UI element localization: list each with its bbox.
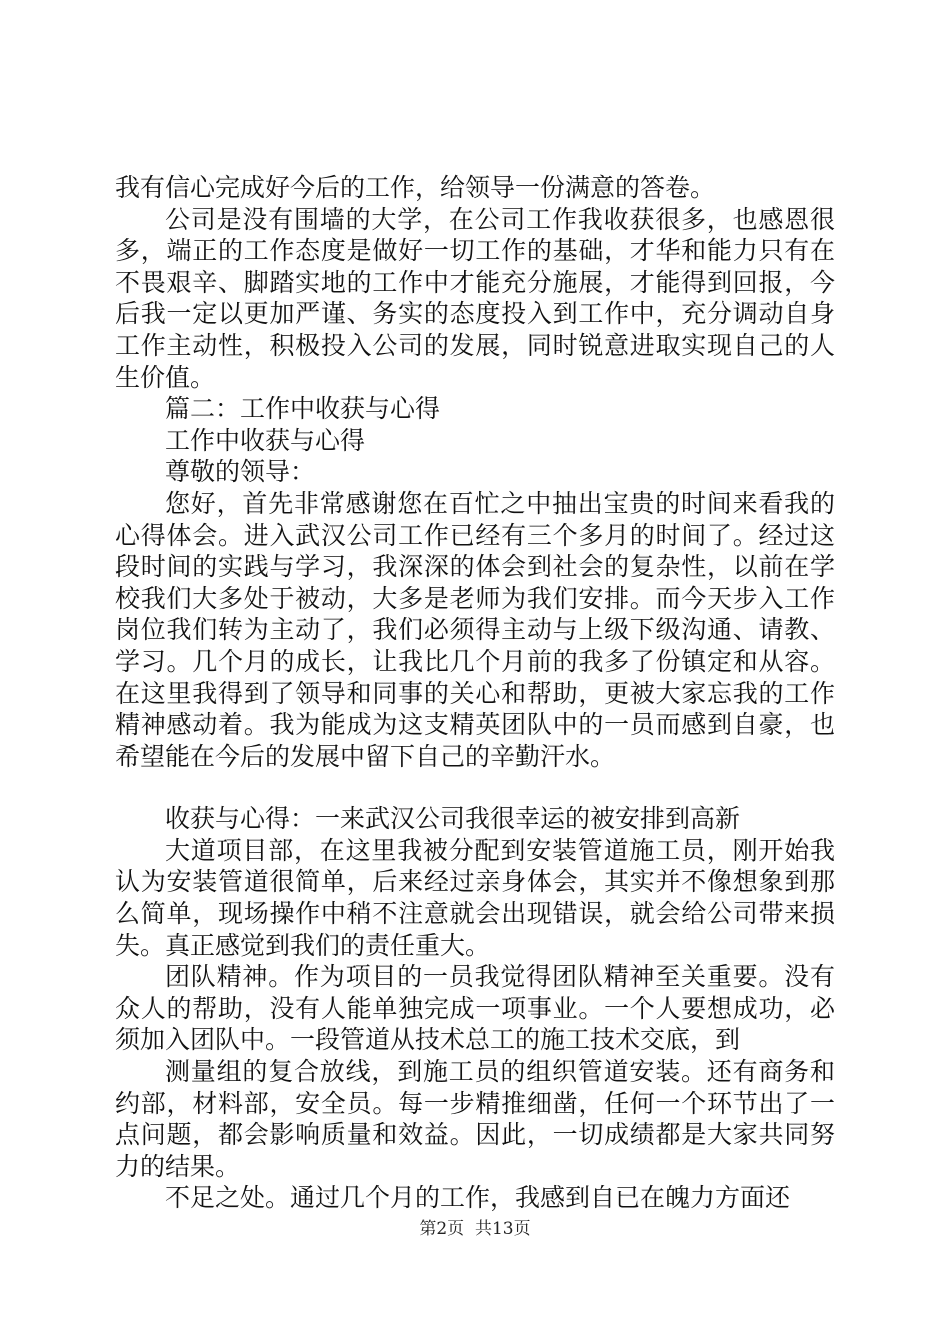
page-number: 第2页 共13页 [419, 1219, 531, 1239]
paragraph-team-spirit: 团队精神。作为项目的一员我觉得团队精神至关重要。没有众人的帮助，没有人能单独完成一项事业。一个人要想成功，必须加入团队中。一段管道从技术总工的施工技术交底，到 [115, 962, 835, 1055]
paragraph-shortcomings: 不足之处。通过几个月的工作，我感到自已在魄力方面还 [165, 1183, 791, 1213]
document-body [115, 172, 835, 1214]
paragraph-greeting: 您好，首先非常感谢您在百忙之中抽出宝贵的时间来看我的心得体会。进入武汉公司工作已经有三个多月的时间了。经过这段时间的实践与学习，我深深的体会到社会的复杂性，以前在学校我们大多处于被动，大多是老师为我们安排。而今天步入工作岗位我们转为主动了，我们必须得主动与上级下级沟通、请教、学习。几个月的成长，让我比几个月前的我多了份镇定和从容。在这里我得到了领导和同事的关心和帮助，更被大家忘我的工作精神感动着。我为能成为这支精英团队中的一员而感到自豪，也希望能在今后的发展中留下自己的辛勤汗水。 [115, 488, 835, 771]
paragraph-closing-line: 我有信心完成好今后的工作，给领导一份满意的答卷。 [115, 173, 716, 202]
paragraph-company-university: 公司是没有围墙的大学，在公司工作我收获很多，也感恩很多，端正的工作态度是做好一切工作的基础，才华和能力只有在不畏艰辛、脚踏实地的工作中才能充分施展，才能得到回报，今后我一定以更加严谨、务实的态度投入到工作中，充分调动自身工作主动性，积极投入公司的发展，同时锐意进取实现自己的人生价值。 [115, 204, 835, 392]
section-heading-part-two: 篇二：工作中收获与心得 [165, 394, 441, 424]
salutation: 尊敬的领导： [165, 457, 316, 487]
page-footer [0, 1214, 950, 1239]
paragraph-survey-team: 测量组的复合放线，到施工员的组织管道安装。还有商务和约部，材料部，安全员。每一步精推细凿，任何一个环节出了一点问题，都会影响质量和效益。因此，一切成绩都是大家共同努力的结果。 [115, 1057, 835, 1181]
paragraph-project-department: 大道项目部，在这里我被分配到安装管道施工员，刚开始我认为安装管道很简单，后来经过亲身体会，其实并不像想象到那么简单，现场操作中稍不注意就会出现错误，就会给公司带来损失。真正感觉到我们的责任重大。 [115, 835, 835, 960]
article-title: 工作中收获与心得 [165, 425, 366, 455]
paragraph-gains-intro: 收获与心得：一来武汉公司我很幸运的被安排到高新 [165, 804, 741, 834]
